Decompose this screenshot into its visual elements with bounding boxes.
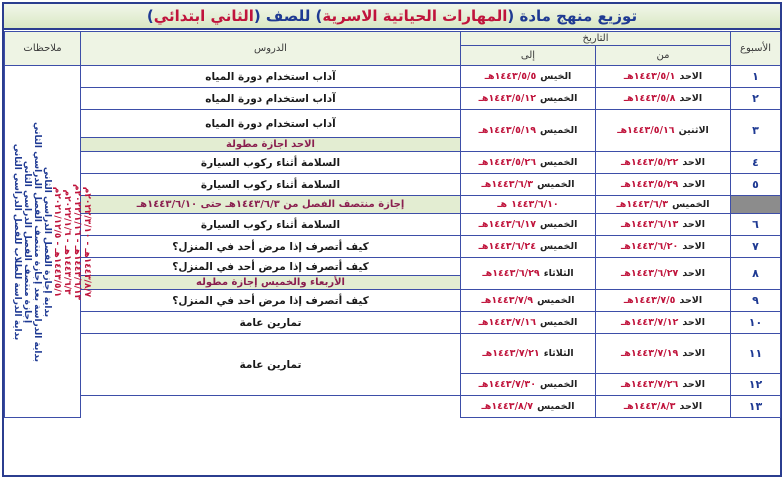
title-suffix: ) <box>146 7 154 25</box>
date-to <box>461 196 596 214</box>
week-number: ٦ <box>731 214 781 236</box>
table-row <box>5 196 781 214</box>
lesson-cell: آداب استخدام دورة المياه <box>81 110 461 138</box>
table-row <box>5 258 781 276</box>
date-to <box>461 312 596 334</box>
lesson-cell: كيف أتصرف إذا مرض أحد في المنزل؟ <box>81 290 461 312</box>
from-date: ١٤٤٣/٦/٢٠هـ <box>620 241 679 252</box>
from-date: ١٤٤٣/٦/٢٧هـ <box>620 268 679 279</box>
week-number: ٧ <box>731 236 781 258</box>
week-number: ٣ <box>731 110 781 152</box>
week-number: ١ <box>731 66 781 88</box>
notes-cell <box>5 66 92 418</box>
curriculum-sheet <box>2 2 782 477</box>
to-day: الخميس <box>540 379 578 390</box>
week-number: ١٢ <box>731 374 781 396</box>
week-number: ١٣ <box>731 396 781 418</box>
from-date: ١٤٤٣/٧/٢٦هـ <box>620 379 679 390</box>
table-row <box>5 236 781 258</box>
to-date: ١٤٤٣/٦/٣هـ <box>481 179 534 190</box>
table-row <box>5 110 781 138</box>
from-date: ١٤٤٣/٥/٢٢هـ <box>620 157 679 168</box>
to-day: الثلاثاء <box>543 268 574 279</box>
holiday-note: الأربعاء والخميس إجازة مطوله <box>81 276 461 290</box>
date-to <box>461 334 596 374</box>
to-date: ١٤٤٣/٥/١٢هـ <box>478 93 536 104</box>
table-row <box>5 152 781 174</box>
from-date: ١٤٤٣/٧/١٩هـ <box>620 348 679 359</box>
date-to <box>461 396 596 418</box>
from-date: ١٤٤٣/٦/٣هـ <box>616 199 669 210</box>
to-day: الخميس <box>540 93 578 104</box>
date-to <box>461 110 596 152</box>
to-day: الخميس <box>537 401 575 412</box>
schedule-table <box>4 31 781 418</box>
from-day: الاحد <box>679 71 703 82</box>
note-line: بداية الدراسة بعد إجازة منتصف الفصل الدراسي الثاني <box>31 121 42 362</box>
to-day: الخميس <box>540 157 578 168</box>
date-from <box>596 312 731 334</box>
table-row <box>5 174 781 196</box>
table-row <box>5 312 781 334</box>
header-week: الأسبوع <box>731 32 781 66</box>
to-day: الخميس <box>540 125 578 136</box>
from-date: ١٤٤٣/٧/١٢هـ <box>620 317 679 328</box>
lesson-cell: تمارين عامة <box>81 312 461 334</box>
week-number: ٥ <box>731 174 781 196</box>
date-from <box>596 174 731 196</box>
date-from <box>596 258 731 290</box>
header-from: من <box>596 46 731 66</box>
date-from <box>596 290 731 312</box>
from-day: الاحد <box>682 157 706 168</box>
to-day: الخميس <box>540 317 578 328</box>
to-date: ١٤٤٣/٧/١٦هـ <box>478 317 536 328</box>
header-notes: ملاحظات <box>5 32 81 66</box>
to-day: الثلاثاء <box>543 348 574 359</box>
table-row <box>5 396 781 418</box>
to-day: الخميس <box>540 219 578 230</box>
lesson-cell: تمارين عامة <box>81 334 461 396</box>
to-date: ١٤٤٣/٦/٢٤هـ <box>478 241 536 252</box>
from-day: الاحد <box>682 379 706 390</box>
header-date: التاريخ <box>461 32 731 46</box>
date-to <box>461 214 596 236</box>
lesson-cell: السلامة أثناء ركوب السيارة <box>81 152 461 174</box>
lesson-cell: السلامة أثناء ركوب السيارة <box>81 174 461 196</box>
from-day: الاحد <box>682 241 706 252</box>
to-day: الخميس <box>537 295 575 306</box>
from-day: الخميس <box>672 199 710 210</box>
date-from <box>596 214 731 236</box>
table-row <box>5 88 781 110</box>
from-date: ١٤٤٣/٥/١٦هـ <box>617 125 675 136</box>
date-to <box>461 66 596 88</box>
note-line: بداية الدراسة للطلاب للفصل الدراسي الثاني <box>11 143 22 340</box>
date-to <box>461 88 596 110</box>
table-row <box>5 334 781 360</box>
week-number: ٨ <box>731 258 781 290</box>
date-from <box>596 110 731 152</box>
note-line: بداية إجازة الفصل الدراسي الثاني <box>41 166 52 317</box>
to-date: ١٤٤٣/٧/٢١هـ <box>482 348 540 359</box>
lesson-cell: كيف أتصرف إذا مرض أحد في المنزل؟ <box>81 258 461 276</box>
from-day: الاحد <box>679 401 703 412</box>
to-date: ١٤٤٣/٦/٢٩هـ <box>482 268 540 279</box>
title-grade: الثاني ابتدائي <box>153 7 254 25</box>
from-date: ١٤٤٣/٥/٢٩هـ <box>620 179 679 190</box>
date-to <box>461 374 596 396</box>
from-date: ١٤٤٣/٥/٨هـ <box>623 93 676 104</box>
note-line: إجازة منتصف الفصل الدراسي الثاني <box>21 160 32 323</box>
date-from <box>596 236 731 258</box>
week-number: ٤ <box>731 152 781 174</box>
date-from <box>596 88 731 110</box>
table-row <box>5 214 781 236</box>
page-title <box>4 4 780 30</box>
week-number: ٩ <box>731 290 781 312</box>
date-to <box>461 174 596 196</box>
lesson-cell: كيف أتصرف إذا مرض أحد في المنزل؟ <box>81 236 461 258</box>
date-from <box>596 374 731 396</box>
from-day: الاحد <box>682 219 706 230</box>
lesson-cell: آداب استخدام دورة المياه <box>81 66 461 88</box>
to-date: ١٤٤٣/٨/٧هـ <box>481 401 534 412</box>
from-day: الاحد <box>682 268 706 279</box>
title-subject: المهارات الحياتية الاسرية <box>322 7 508 25</box>
from-day: الاحد <box>679 93 703 104</box>
to-date: ١٤٤٣/٦/١٧هـ <box>478 219 536 230</box>
note-line: ١٤٤٣/٨/٧هـ - ٢٠٢٢/٣/١٠م <box>81 186 92 297</box>
from-day: الاحد <box>682 348 706 359</box>
date-from <box>596 396 731 418</box>
date-from <box>596 196 731 214</box>
note-line: ١٤٤٣/٥/١هـ - ٢٠٢١/١٢/٥م <box>51 186 62 297</box>
lesson-cell: آداب استخدام دورة المياه <box>81 88 461 110</box>
note-line: ١٤٤٣/٦/١٣هـ - ٢٠٢٢/١/١٦م <box>71 183 82 300</box>
to-date: ١٤٤٣/٦/١٠هـ <box>497 199 559 210</box>
to-day: الخميس <box>537 179 575 190</box>
to-date: ١٤٤٣/٥/٥هـ <box>484 71 537 82</box>
title-prefix: توزيع منهج مادة ( <box>507 7 638 25</box>
notes-text <box>5 66 92 417</box>
date-from <box>596 334 731 374</box>
from-date: ١٤٤٣/٦/١٣هـ <box>620 219 679 230</box>
holiday-note: الاحد اجازة مطولة <box>81 138 461 152</box>
week-number <box>731 196 781 214</box>
lesson-cell: السلامة أثناء ركوب السيارة <box>81 214 461 236</box>
to-date: ١٤٤٣/٥/١٩هـ <box>478 125 536 136</box>
header-to: إلى <box>461 46 596 66</box>
title-middle: ) للصف ( <box>253 7 323 25</box>
week-number: ٢ <box>731 88 781 110</box>
header-lessons: الدروس <box>81 32 461 66</box>
to-day: الخميس <box>540 241 578 252</box>
from-day: الاثنين <box>678 125 709 136</box>
date-to <box>461 258 596 290</box>
to-date: ١٤٤٣/٥/٢٦هـ <box>478 157 536 168</box>
date-to <box>461 152 596 174</box>
to-date: ١٤٤٣/٧/٣٠هـ <box>478 379 536 390</box>
date-to <box>461 236 596 258</box>
date-from <box>596 152 731 174</box>
from-date: ١٤٤٣/٨/٣هـ <box>623 401 676 412</box>
table-row <box>5 290 781 312</box>
date-to <box>461 290 596 312</box>
holiday-banner: إجازة منتصف الفصل من ١٤٤٣/٦/٣هـ حتى ١٤٤٣/٦/١٠هـ <box>81 196 461 214</box>
from-day: الاحد <box>682 317 706 328</box>
week-number: ١١ <box>731 334 781 374</box>
from-date: ١٤٤٣/٧/٥هـ <box>623 295 676 306</box>
from-day: الاحد <box>682 179 706 190</box>
from-day: الاحد <box>679 295 703 306</box>
date-from <box>596 66 731 88</box>
to-day: الخيس <box>540 71 572 82</box>
table-row <box>5 66 781 88</box>
from-date: ١٤٤٣/٥/١هـ <box>623 71 676 82</box>
note-line: ١٤٤٣/٦/٣هـ - ٢٠٢٢/١/٦م <box>61 188 72 295</box>
week-number: ١٠ <box>731 312 781 334</box>
to-date: ١٤٤٣/٧/٩هـ <box>481 295 534 306</box>
